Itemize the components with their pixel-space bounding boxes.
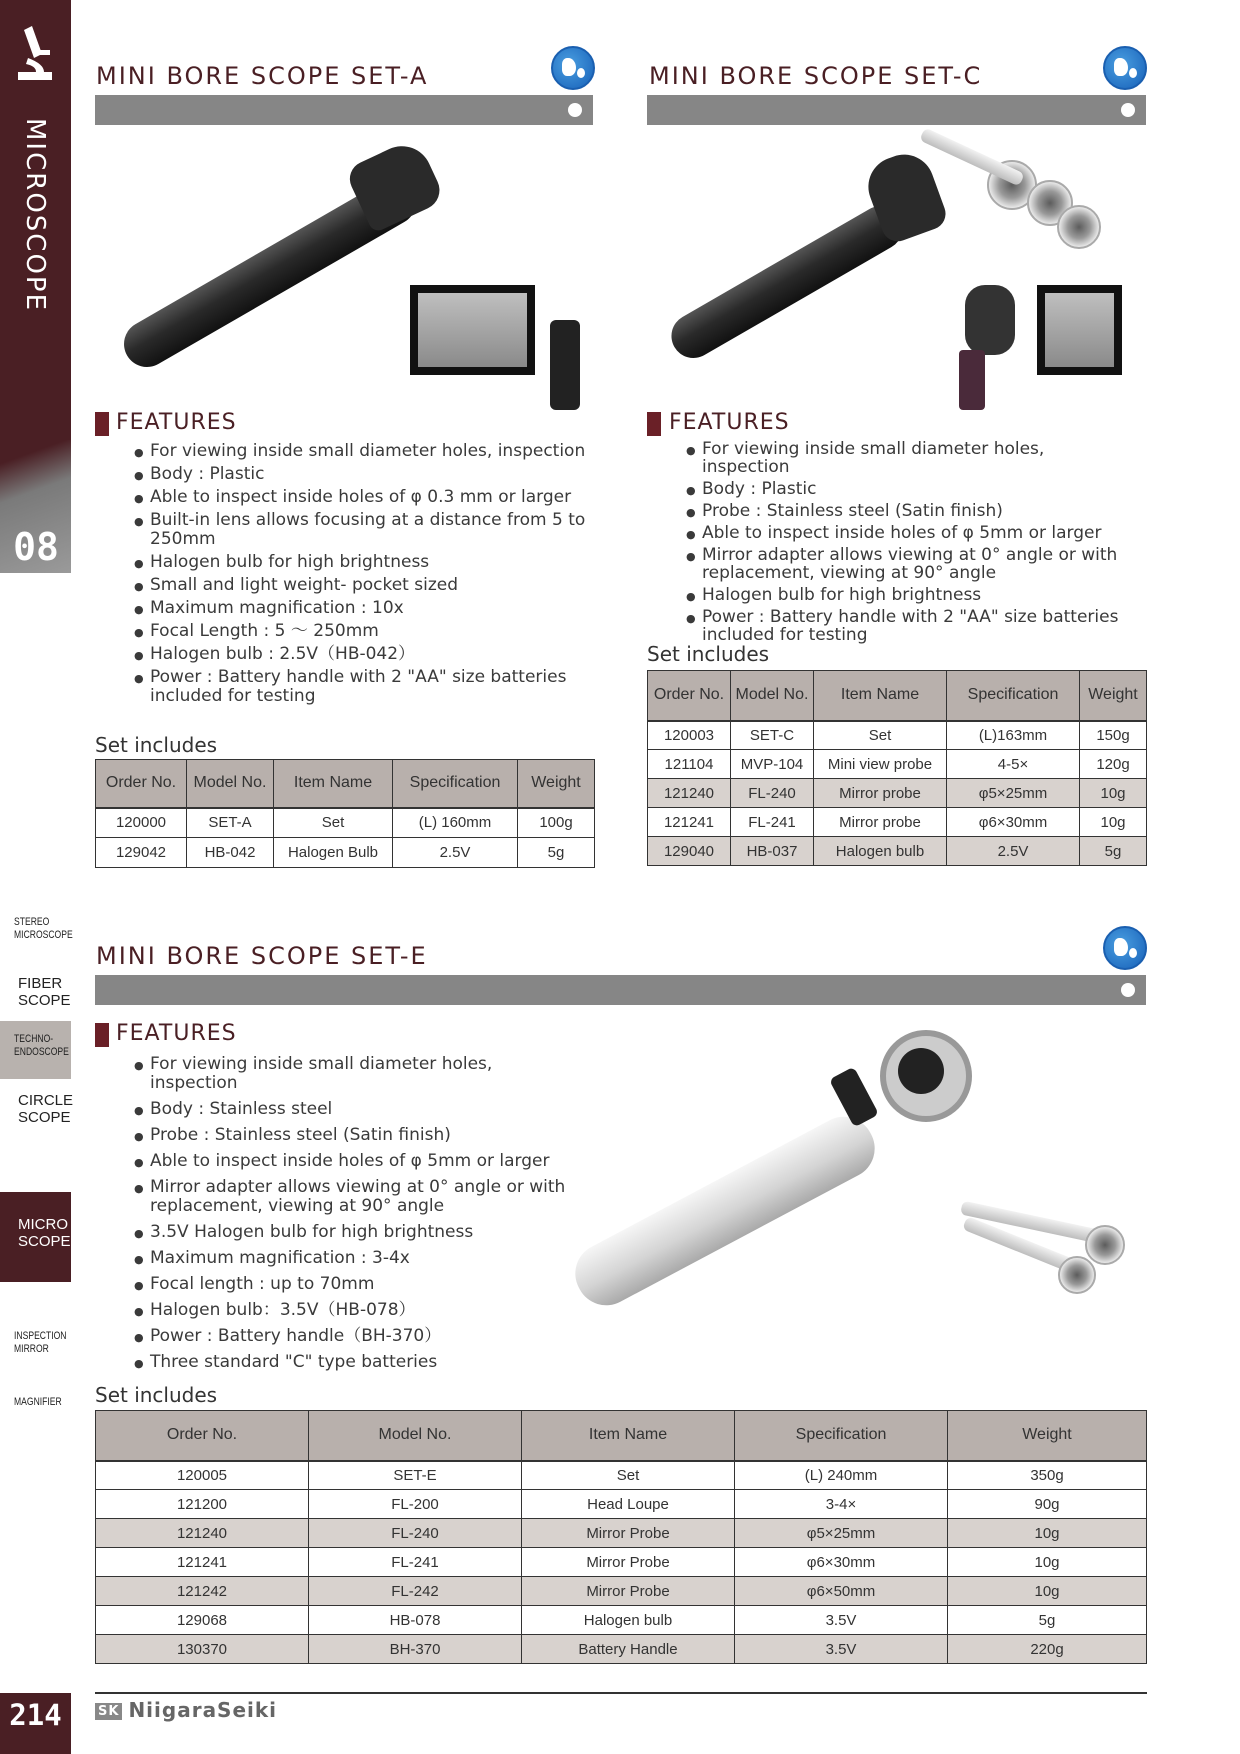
table-row: 120005 SET-E Set (L) 240mm 350g xyxy=(96,1461,1147,1490)
set-a-title: MINI BORE SCOPE SET-A xyxy=(96,62,429,90)
list-item: ● Probe : Stainless steel (Satin finish) xyxy=(134,1126,574,1145)
set-a-title-bar xyxy=(95,95,593,125)
col-header: Model No. xyxy=(309,1411,522,1461)
col-header: Order No. xyxy=(648,671,731,721)
set-a-features-list xyxy=(134,442,604,706)
table-row: 120003 SET-C Set (L)163mm 150g xyxy=(648,721,1147,750)
list-item: ● Small and light weight- pocket sized xyxy=(134,576,604,595)
globe-icon xyxy=(551,46,595,90)
list-item: ● Focal Length : 5 ～ 250mm xyxy=(134,622,604,641)
set-c-table xyxy=(647,670,1147,866)
list-item: ● Maximum magnification : 10x xyxy=(134,599,604,618)
list-item: ● Able to inspect inside holes of φ 5mm or larger xyxy=(134,1152,574,1171)
list-item: ● Halogen bulb for high brightness xyxy=(134,553,604,572)
col-header: Model No. xyxy=(187,760,274,808)
brand-name: NiigaraSeiki xyxy=(128,1698,278,1722)
col-header: Weight xyxy=(518,760,595,808)
list-item: ● Built-in lens allows focusing at a distance from 5 to 250mm xyxy=(134,511,604,549)
table-row: 120000 SET-A Set (L) 160mm 100g xyxy=(96,808,595,838)
table-row: 129040 HB-037 Halogen bulb 2.5V 5g xyxy=(648,837,1147,866)
list-item: ● Body : Plastic xyxy=(686,480,1126,498)
nav-techno-endoscope[interactable]: TECHNO- ENDOSCOPE xyxy=(0,1021,71,1079)
nav-fiber-scope[interactable]: FIBER SCOPE xyxy=(18,975,71,1010)
set-c-title: MINI BORE SCOPE SET-C xyxy=(649,62,983,90)
list-item: ● 3.5V Halogen bulb for high brightness xyxy=(134,1223,574,1242)
table-row: 129068 HB-078 Halogen bulb 3.5V 5g xyxy=(96,1606,1147,1635)
table-row: 121241 FL-241 Mirror probe φ6×30mm 10g xyxy=(648,808,1147,837)
col-header: Specification xyxy=(393,760,518,808)
list-item: ● Halogen bulb：3.5V（HB-078） xyxy=(134,1301,574,1320)
col-header: Item Name xyxy=(814,671,947,721)
col-header: Order No. xyxy=(96,1411,309,1461)
list-item: ● Three standard "C" type batteries xyxy=(134,1353,574,1372)
set-e-features-list xyxy=(134,1055,574,1372)
chapter-number: 08 xyxy=(13,525,59,569)
set-c-product-image xyxy=(647,130,1146,410)
set-a-product-image xyxy=(95,130,593,410)
col-header: Weight xyxy=(1080,671,1147,721)
col-header: Item Name xyxy=(522,1411,735,1461)
nav-magnifier[interactable]: MAGNIFIER xyxy=(14,1396,62,1408)
list-item: ● Power : Battery handle（BH-370） xyxy=(134,1327,574,1346)
globe-icon xyxy=(1103,926,1147,970)
list-item: ● Probe : Stainless steel (Satin finish) xyxy=(686,502,1126,520)
col-header: Model No. xyxy=(731,671,814,721)
set-c-features-heading: FEATURES xyxy=(669,410,790,435)
list-item: ● Able to inspect inside holes of φ 0.3 mm or larger xyxy=(134,488,604,507)
col-header: Specification xyxy=(735,1411,948,1461)
nav-micro-scope[interactable]: MICRO SCOPE xyxy=(0,1192,71,1282)
set-a-features-marker xyxy=(95,412,109,436)
list-item: ● For viewing inside small diameter holes, inspection xyxy=(686,440,1126,476)
nav-stereo-microscope[interactable]: STEREO MICROSCOPE xyxy=(14,916,73,941)
set-e-set-includes-label: Set includes xyxy=(95,1383,218,1407)
page-number: 214 xyxy=(0,1693,71,1754)
list-item: ● Mirror adapter allows viewing at 0° angle or with replacement, viewing at 90° angle xyxy=(134,1178,574,1216)
list-item: ● Power : Battery handle with 2 "AA" size batteries included for testing xyxy=(134,668,604,706)
list-item: ● For viewing inside small diameter holes, inspection xyxy=(134,1055,574,1093)
brand-logo xyxy=(95,1698,277,1722)
list-item: ● Body : Stainless steel xyxy=(134,1100,574,1119)
list-item: ● Mirror adapter allows viewing at 0° angle or with replacement, viewing at 90° angle xyxy=(686,546,1126,582)
table-row: 129042 HB-042 Halogen Bulb 2.5V 5g xyxy=(96,838,595,868)
table-row: 130370 BH-370 Battery Handle 3.5V 220g xyxy=(96,1635,1147,1664)
table-row: 121104 MVP-104 Mini view probe 4-5× 120g xyxy=(648,750,1147,779)
brand-mark: SK xyxy=(95,1703,122,1720)
list-item: ● Focal length : up to 70mm xyxy=(134,1275,574,1294)
set-a-set-includes-label: Set includes xyxy=(95,733,218,757)
microscope-icon xyxy=(14,24,56,84)
set-a-features-heading: FEATURES xyxy=(116,410,237,435)
set-c-features-list xyxy=(686,440,1126,644)
set-c-title-bar xyxy=(647,95,1146,125)
col-header: Specification xyxy=(947,671,1080,721)
set-c-features-marker xyxy=(647,412,661,436)
list-item: ● Able to inspect inside holes of φ 5mm or larger xyxy=(686,524,1126,542)
col-header: Weight xyxy=(948,1411,1147,1461)
list-item: ● For viewing inside small diameter holes, inspection xyxy=(134,442,604,461)
set-e-features-marker xyxy=(95,1023,109,1047)
table-row: 121240 FL-240 Mirror probe φ5×25mm 10g xyxy=(648,779,1147,808)
table-row: 121240 FL-240 Mirror Probe φ5×25mm 10g xyxy=(96,1519,1147,1548)
set-e-product-image xyxy=(540,1010,1140,1340)
set-e-title-bar xyxy=(95,975,1146,1005)
globe-icon xyxy=(1103,46,1147,90)
col-header: Order No. xyxy=(96,760,187,808)
list-item: ● Maximum magnification : 3-4x xyxy=(134,1249,574,1268)
list-item: ● Halogen bulb for high brightness xyxy=(686,586,1126,604)
table-row: 121242 FL-242 Mirror Probe φ6×50mm 10g xyxy=(96,1577,1147,1606)
set-e-title: MINI BORE SCOPE SET-E xyxy=(96,942,428,970)
footer-rule xyxy=(95,1692,1147,1694)
list-item: ● Halogen bulb : 2.5V（HB-042） xyxy=(134,645,604,664)
col-header: Item Name xyxy=(274,760,393,808)
set-e-features-heading: FEATURES xyxy=(116,1021,237,1046)
set-a-table xyxy=(95,759,595,868)
list-item: ● Body : Plastic xyxy=(134,465,604,484)
sidebar-category-title: MICROSCOPE xyxy=(20,118,50,313)
table-row: 121241 FL-241 Mirror Probe φ6×30mm 10g xyxy=(96,1548,1147,1577)
table-row: 121200 FL-200 Head Loupe 3-4× 90g xyxy=(96,1490,1147,1519)
list-item: ● Power : Battery handle with 2 "AA" size batteries included for testing xyxy=(686,608,1126,644)
nav-inspection-mirror[interactable]: INSPECTION MIRROR xyxy=(14,1330,67,1355)
set-c-set-includes-label: Set includes xyxy=(647,642,770,666)
set-e-table xyxy=(95,1410,1147,1664)
nav-circle-scope[interactable]: CIRCLE SCOPE xyxy=(18,1092,74,1127)
